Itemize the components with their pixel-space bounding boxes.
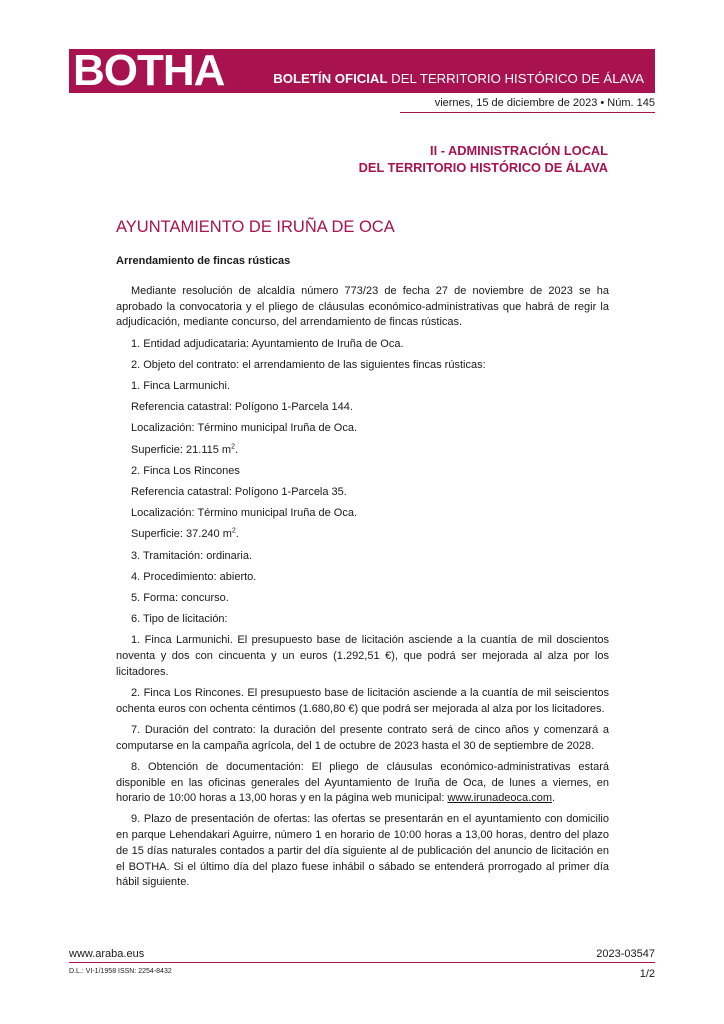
botha-logo: BOTHA	[73, 46, 225, 95]
body-line: 3. Tramitación: ordinaria.	[131, 549, 253, 562]
surface-end: .	[234, 443, 239, 456]
section-line-2: DEL TERRITORIO HISTÓRICO DE ÁLAVA	[358, 160, 608, 175]
body-line: Referencia catastral: Polígono 1-Parcela 35.	[131, 486, 347, 499]
body-line: 1. Finca Larmunichi.	[131, 380, 231, 393]
body-paragraph: 2. Finca Los Rincones. El presupuesto base de licitación asciende a la cuantía de mil seiscientos ochenta euros con ochenta céntimos (1.680,80 €) que podrá ser mejorada al alza por los licitadores.	[116, 687, 609, 715]
municipal-website-link[interactable]: www.irunadeoca.com	[447, 792, 553, 805]
section-line-1: II - ADMINISTRACIÓN LOCAL	[430, 143, 608, 158]
page-number: 1/2	[639, 968, 655, 980]
surface-text: Superficie: 37.240 m	[131, 528, 232, 541]
paragraph-text: 8. Obtención de documentación: El pliego de cláusulas económico-administrativas estará disponible en las oficinas generales del Ayuntamiento de Iruña de Oca, de lunes a viernes, en horario de 10:00 horas a 13,00 horas y en la página web municipal:	[116, 760, 609, 805]
body-paragraph: 7. Duración del contrato: la duración del presente contrato será de cinco años y comenzará a computarse en la campaña agrícola, del 1 de octubre de 2023 hasta el 30 de septiembre de 2028.	[116, 723, 609, 752]
bulletin-title-rest: DEL TERRITORIO HISTÓRICO DE ÁLAVA	[387, 71, 644, 86]
paragraph-end: .	[552, 792, 556, 805]
body-line: 4. Procedimiento: abierto.	[131, 570, 257, 583]
body-line: Referencia catastral: Polígono 1-Parcela 144.	[131, 401, 353, 414]
organization-title: AYUNTAMIENTO DE IRUÑA DE OCA	[116, 218, 395, 236]
surface-end: .	[235, 528, 239, 541]
section-heading	[359, 142, 608, 176]
intro-paragraph: Mediante resolución de alcaldía número 773/23 de fecha 27 de noviembre de 2023 se ha aprobado la convocatoria y el pliego de cláusulas económico-administrativas que habrá de regir la adjudicación, mediante concurso, del arrendamiento de fincas rústicas.	[116, 285, 609, 329]
superscript: 2	[231, 527, 236, 535]
surface-line	[116, 443, 609, 459]
body-line: 1. Entidad adjudicataria: Ayuntamiento de Iruña de Oca.	[131, 337, 404, 350]
surface-line	[116, 527, 609, 543]
subject-title: Arrendamiento de fincas rústicas	[116, 255, 291, 267]
issue-date-number: viernes, 15 de diciembre de 2023 • Núm. 145	[434, 97, 655, 109]
body-line: 6. Tipo de licitación:	[131, 613, 228, 626]
body-line: 5. Forma: concurso.	[131, 592, 229, 605]
footer-rule	[69, 962, 655, 963]
document-body	[116, 284, 609, 897]
body-line: Localización: Término municipal Iruña de Oca.	[131, 422, 358, 435]
bulletin-title-bold: BOLETÍN OFICIAL	[273, 71, 388, 86]
body-paragraph-with-link	[116, 760, 609, 807]
body-paragraph: 1. Finca Larmunichi. El presupuesto base de licitación asciende a la cuantía de mil doscientos noventa y dos con cincuenta y un euros (1.292,51 €), que podrá ser mejorada al alza por los licitadores.	[116, 634, 609, 678]
footer-document-id: 2023-03547	[596, 948, 655, 960]
body-paragraph: 9. Plazo de presentación de ofertas: las ofertas se presentarán en el ayuntamiento con domicilio en parque Lehendakari Aguirre, número 1 en horario de 10:00 horas a 13,00 horas, dentro del plazo de 15 días naturales contados a partir del día siguiente al de publicación del anuncio de licitación en el BOTHA. Si el último día del plazo fuese inhábil o sábado se entenderá prorrogado al primer día hábil siguiente.	[116, 813, 609, 889]
footer-website: www.araba.eus	[69, 948, 145, 960]
body-line: Localización: Término municipal Iruña de Oca.	[131, 507, 358, 520]
body-line: 2. Finca Los Rincones	[131, 464, 240, 477]
surface-text: Superficie: 21.115 m	[131, 443, 232, 456]
superscript: 2	[231, 442, 235, 450]
body-line: 2. Objeto del contrato: el arrendamiento de las siguientes fincas rústicas:	[131, 358, 486, 371]
header-rule	[400, 112, 655, 113]
footer-legal-deposit: D.L.: VI-1/1958 ISSN: 2254-8432	[69, 968, 172, 975]
bulletin-title	[273, 71, 644, 87]
